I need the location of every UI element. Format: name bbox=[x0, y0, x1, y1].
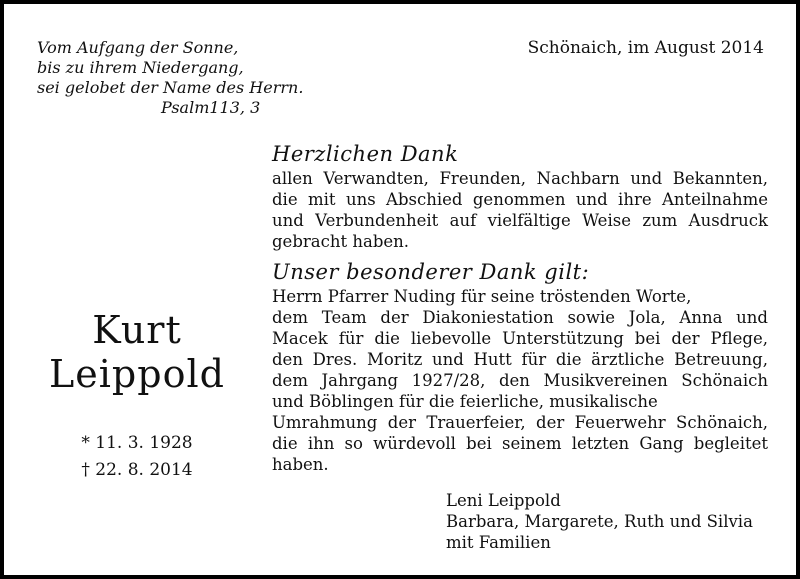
birth-date: * 11. 3. 1928 bbox=[81, 433, 193, 453]
special-thanks-line: Macek für die liebevolle Unterstützung bei der Pflege, bbox=[272, 329, 768, 348]
thanks-heading: Herzlichen Dank bbox=[272, 142, 459, 166]
psalm-line: Vom Aufgang der Sonne, bbox=[37, 38, 239, 57]
special-thanks-line: Umrahmung der Trauerfeier, der Feuerwehr Schönaich, bbox=[272, 413, 768, 432]
special-thanks-line: den Dres. Moritz und Hutt für die ärztliche Betreuung, bbox=[272, 350, 768, 369]
thanks-text bbox=[272, 168, 768, 252]
psalm-quote bbox=[37, 38, 303, 118]
psalm-reference: Psalm113, 3 bbox=[161, 98, 261, 117]
death-date: † 22. 8. 2014 bbox=[81, 460, 193, 480]
thanks-section bbox=[272, 140, 768, 475]
special-thanks-line: die ihn so würdevoll bei seinem letzten Gang begleitet bbox=[272, 434, 768, 453]
life-dates bbox=[34, 430, 240, 484]
signature-line: Leni Leippold bbox=[446, 491, 561, 510]
deceased-name bbox=[34, 308, 240, 396]
signature-line: mit Familien bbox=[446, 533, 551, 552]
thanks-line: die mit uns Abschied genommen und ihre Anteilnahme bbox=[272, 190, 768, 209]
special-thanks-heading: Unser besonderer Dank gilt: bbox=[272, 260, 590, 284]
psalm-line: bis zu ihrem Niedergang, bbox=[37, 58, 244, 77]
signature-line: Barbara, Margarete, Ruth und Silvia bbox=[446, 512, 753, 531]
special-thanks-line: haben. bbox=[272, 455, 329, 474]
psalm-line: sei gelobet der Name des Herrn. bbox=[37, 78, 304, 97]
thanks-line: und Verbundenheit auf vielfältige Weise zum Ausdruck bbox=[272, 211, 768, 230]
place-date: Schönaich, im August 2014 bbox=[527, 38, 764, 58]
first-name: Kurt bbox=[92, 308, 182, 352]
special-thanks-line: dem Jahrgang 1927/28, den Musikvereinen Schönaich bbox=[272, 371, 768, 390]
special-thanks-line: dem Team der Diakoniestation sowie Jola, Anna und bbox=[272, 308, 768, 327]
special-thanks-line: Herrn Pfarrer Nuding für seine tröstenden Worte, bbox=[272, 287, 692, 306]
signature-block bbox=[446, 490, 753, 553]
last-name: Leippold bbox=[49, 352, 225, 396]
thanks-line: gebracht haben. bbox=[272, 232, 410, 251]
special-thanks-text bbox=[272, 286, 768, 475]
thanks-line: allen Verwandten, Freunden, Nachbarn und Bekannten, bbox=[272, 169, 768, 188]
special-thanks-line: und Böblingen für die feierliche, musikalische bbox=[272, 392, 658, 411]
